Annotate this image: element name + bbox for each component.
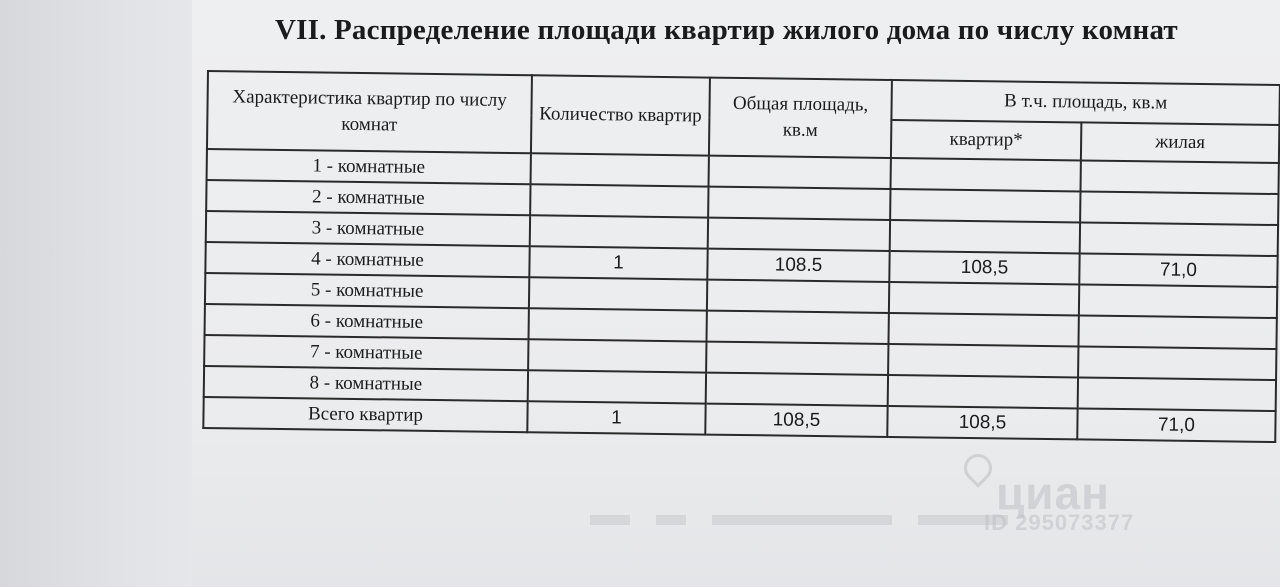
cell-count <box>529 308 707 341</box>
header-living-area: жилая <box>1081 122 1279 163</box>
row-label: 1 - комнатные <box>207 149 531 184</box>
cell-count: 1 <box>527 401 705 434</box>
cell-count <box>530 184 708 217</box>
binding-margin <box>0 0 193 587</box>
cell-apartments-area: 108,5 <box>889 251 1079 284</box>
cell-count: 1 <box>529 246 707 279</box>
cell-living-area <box>1078 377 1276 411</box>
header-including-area: В т.ч. площадь, кв.м <box>891 80 1279 125</box>
cell-living-area: 71,0 <box>1077 408 1275 442</box>
area-distribution-table <box>202 70 1280 443</box>
cell-living-area <box>1078 346 1276 380</box>
cell-total-area <box>706 342 888 375</box>
cell-living-area <box>1079 284 1277 318</box>
cell-count <box>528 370 706 403</box>
cell-apartments-area <box>890 189 1080 222</box>
cell-total-area: 108,5 <box>705 404 887 437</box>
cell-living-area <box>1078 315 1276 349</box>
header-total-area: Общая площадь, кв.м <box>709 78 892 158</box>
cell-living-area <box>1080 222 1278 256</box>
cell-total-area <box>708 187 890 220</box>
header-apartments-area: квартир* <box>891 120 1081 160</box>
cell-apartments-area <box>888 313 1078 346</box>
cian-watermark <box>938 448 1168 548</box>
cell-count <box>530 215 708 248</box>
row-label: Всего квартир <box>203 397 527 432</box>
row-label: 8 - комнатные <box>204 366 528 401</box>
row-label: 6 - комнатные <box>205 304 529 339</box>
row-label: 3 - комнатные <box>206 211 530 246</box>
row-label: 4 - комнатные <box>205 242 529 277</box>
cell-total-area: 108.5 <box>707 249 889 282</box>
watermark-logo: циан <box>996 467 1110 519</box>
cell-living-area <box>1080 191 1278 225</box>
row-label: 2 - комнатные <box>206 180 530 215</box>
row-label: 5 - комнатные <box>205 273 529 308</box>
header-count: Количество квартир <box>531 75 710 155</box>
cell-living-area <box>1080 160 1278 194</box>
cell-apartments-area <box>890 220 1080 253</box>
cell-total-area <box>706 311 888 344</box>
cell-total-area <box>708 218 890 251</box>
watermark-id: ID 295073377 <box>984 510 1135 535</box>
row-label: 7 - комнатные <box>204 335 528 370</box>
cell-apartments-area <box>888 344 1078 377</box>
cell-count <box>531 153 709 186</box>
cell-total-area <box>706 373 888 406</box>
cell-total-area <box>707 280 889 313</box>
cell-living-area: 71,0 <box>1079 253 1277 287</box>
cell-total-area <box>709 156 891 189</box>
map-pin-icon <box>958 448 998 488</box>
cell-count <box>528 339 706 372</box>
cell-apartments-area: 108,5 <box>887 406 1077 439</box>
cell-apartments-area <box>888 375 1078 408</box>
section-title: VII. Распределение площади квартир жилого дома по числу комнат <box>275 14 1178 46</box>
header-characteristic: Характеристика квартир по числу комнат <box>207 71 532 153</box>
cell-apartments-area <box>889 282 1079 315</box>
cell-count <box>529 277 707 310</box>
cell-apartments-area <box>891 158 1081 191</box>
